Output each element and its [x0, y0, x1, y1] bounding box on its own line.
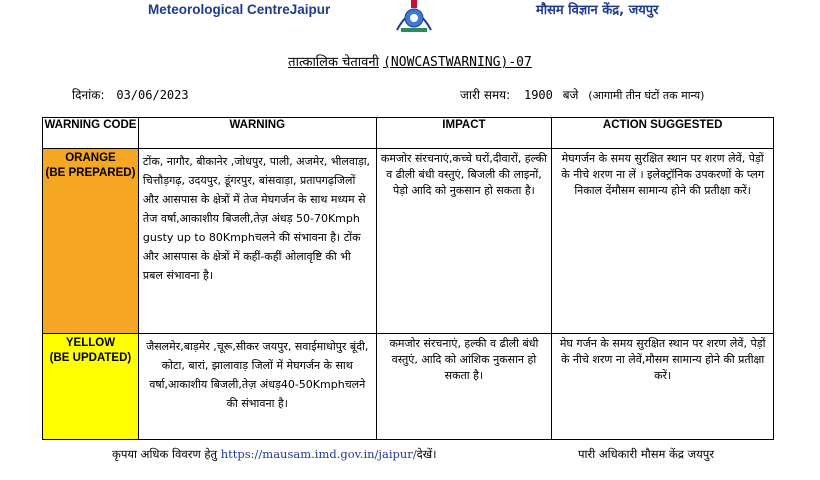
imd-jaipur-link[interactable]: https://mausam.imd.gov.in/jaipur/	[220, 447, 417, 461]
title-hindi: तात्कालिक चेतावनी	[288, 55, 379, 70]
impact-text-yellow: कमजोर संरचनाएं, हल्की व ढीली बंधी वस्तुएं, आदि को आंशिक नुकसान हो सकता है।	[376, 334, 552, 440]
table-row-orange	[43, 149, 774, 334]
issue-date	[72, 86, 189, 103]
imd-emblem-icon	[389, 0, 439, 34]
issue-validity: (आगामी तीन घंटों तक मान्य)	[588, 89, 705, 102]
warning-text-orange: टोंक, नागौर, बीकानेर ,जोधपुर, पाली, अजमेर, भीलवाड़ा, चित्तौड़गढ़, उदयपुर, डूंगरपुर, बांसवाड़ा, प्रतापगढ़जिलों और आसपास के क्षेत्रों में तेज मेघगर्जन के साथ मध्यम से तेज वर्षा,आकाशीय बिजली,तेज़ अंधड़ 50-70Kmph gusty up to 80Kmphचलने की संभावना है। टोंक और आसपास के क्षेत्रों में कहीं-कहीं ओलावृष्टि की भी प्रबल संभावना है।	[138, 149, 376, 334]
footer-signature: पारी अधिकारी मौसम केंद्र जयपुर	[578, 447, 715, 461]
action-text-yellow: मेघ गर्जन के समय सुरक्षित स्थान पर शरण लेवें, पेड़ों के नीचे शरण ना लेवें,मौसम सामान्य होने की प्रतीक्षा करें।	[552, 334, 774, 440]
title-english: (NOWCASTWARNING)-07	[383, 55, 532, 70]
header-impact: IMPACT	[376, 118, 552, 149]
issue-time	[460, 86, 704, 103]
date-value: 03/06/2023	[116, 88, 189, 102]
header-action-suggested: ACTION SUGGESTED	[552, 118, 774, 149]
table-row-yellow	[43, 334, 774, 440]
warning-code-yellow	[43, 334, 139, 440]
issue-time-unit: बजे	[562, 88, 579, 102]
code-color-label: YELLOW	[65, 337, 116, 349]
header-warning-code: WARNING CODE	[43, 118, 139, 149]
page-title	[0, 52, 820, 70]
action-text-orange: मेघगर्जन के समय सुरक्षित स्थान पर शरण लेवें, पेड़ों के नीचे शरण ना लें । इलेक्ट्रॉनिक उपकरणों के प्लग निकाल देंमौसम सामान्य होने की प्रतीक्षा करें।	[552, 149, 774, 334]
warning-code-orange	[43, 149, 139, 334]
warning-text-yellow: जैसलमेर,बाड़मेर ,चूरू,सीकर जयपुर, सवाईमाधोपुर बूंदी, कोटा, बारां, झालावाड़ जिलों में मेघगर्जन के साथ वर्षा,आकाशीय बिजली,तेज़ अंधड़40-50Kmphचलने की संभावना है।	[138, 334, 376, 440]
issue-time-value: 1900	[523, 88, 553, 102]
header-right-title: मौसम विज्ञान केंद्र, जयपुर	[536, 3, 659, 18]
footer-more-info	[112, 447, 437, 462]
impact-text-orange: कमजोर संरचनाएं,कच्चे घरों,दीवारों, हल्की व ढीली बंधी वस्तुएं, बिजली की लाइनों, पेड़ो आदि को नुकसान हो सकता है।	[376, 149, 552, 334]
table-header-row	[43, 118, 774, 149]
issue-time-label: जारी समय:	[460, 88, 511, 102]
header-warning: WARNING	[138, 118, 376, 149]
code-note-label: (BE UPDATED)	[49, 352, 132, 364]
footer-more-info-text: कृपया अधिक विवरण हेतु	[112, 447, 218, 461]
warning-table	[42, 117, 774, 440]
date-label: दिनांक:	[72, 88, 105, 102]
header-left-title: Meteorological CentreJaipur	[148, 2, 331, 17]
code-color-label: ORANGE	[65, 152, 116, 164]
footer-more-info-suffix: देखें।	[416, 447, 437, 461]
code-note-label: (BE PREPARED)	[45, 167, 136, 179]
